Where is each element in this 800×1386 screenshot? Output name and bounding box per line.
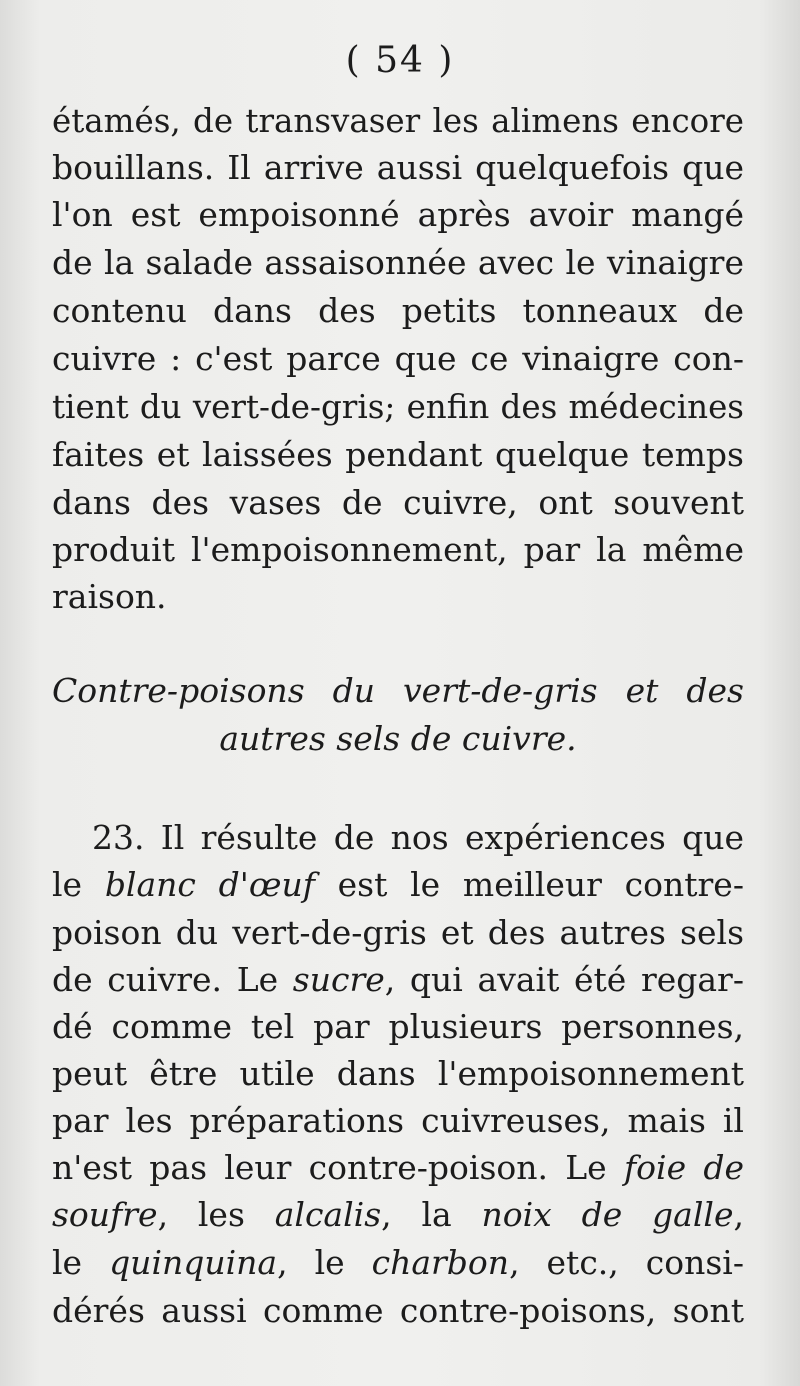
text-line xyxy=(52,1145,744,1191)
text-run: le xyxy=(52,865,105,904)
text-line: raison. xyxy=(52,577,167,616)
text-line: faites et laissées pendant quelque temps xyxy=(52,435,744,474)
text-run: peut être utile dans l'empoisonnement xyxy=(52,1054,744,1093)
heading-line: Contre-poisons du vert-de-gris et des xyxy=(52,671,744,710)
text-line: produit l'empoisonnement, par la même xyxy=(52,530,744,569)
text-line: dans des vases de cuivre, ont souvent xyxy=(52,483,744,522)
italic-term: charbon xyxy=(371,1243,510,1282)
text-line: étamés, de transvaser les alimens encore xyxy=(52,102,744,140)
text-run: de cuivre. Le xyxy=(52,960,293,999)
text-run: , les xyxy=(157,1195,275,1234)
text-run: poison du vert-de-gris et des autres sels xyxy=(52,913,744,952)
text-line: de la salade assaisonnée avec le vinaigre xyxy=(52,243,744,282)
text-line xyxy=(52,1098,744,1144)
italic-term: blanc d'œuf xyxy=(104,865,315,904)
text-line xyxy=(52,1004,744,1050)
text-line: cuivre : c'est parce que ce vinaigre con- xyxy=(52,339,744,378)
text-run: , qui avait été regar- xyxy=(384,960,744,999)
text-run: dé comme tel par plusieurs personnes, xyxy=(52,1007,744,1046)
text-run: par les préparations cuivreuses, mais il xyxy=(52,1101,744,1140)
text-line: contenu dans des petits tonneaux de xyxy=(52,291,744,330)
text-line xyxy=(52,1192,744,1238)
italic-term: alcalis xyxy=(274,1195,382,1234)
italic-term: foie de xyxy=(623,1148,744,1187)
text-line: bouillans. Il arrive aussi quelquefois que xyxy=(52,148,744,187)
text-run: n'est pas leur contre-poison. Le xyxy=(52,1148,624,1187)
text-run: , etc., consi- xyxy=(509,1243,744,1282)
text-line xyxy=(52,1240,744,1286)
italic-term: soufre xyxy=(52,1195,158,1234)
text-run: est le meilleur contre- xyxy=(314,865,744,904)
text-line: l'on est empoisonné après avoir mangé xyxy=(52,195,744,234)
page-number: ( 54 ) xyxy=(345,40,455,81)
text-line xyxy=(52,815,744,861)
text-line xyxy=(52,910,744,956)
text-run: dérés aussi comme contre-poisons, sont xyxy=(52,1291,744,1330)
text-run: le xyxy=(52,1243,110,1282)
text-line xyxy=(52,862,744,908)
text-line xyxy=(52,957,744,1003)
heading-line: autres sels de cuivre. xyxy=(219,719,577,758)
text-run: , xyxy=(733,1195,744,1234)
text-run: , la xyxy=(381,1195,482,1234)
italic-term: sucre xyxy=(292,960,385,999)
italic-term: noix de galle xyxy=(481,1195,734,1234)
text-line xyxy=(52,1288,744,1334)
text-line: tient du vert-de-gris; enfin des médecines xyxy=(52,388,744,426)
text-line xyxy=(52,1051,744,1097)
text-run: 23. Il résulte de nos expériences que xyxy=(92,818,744,857)
text-run: , le xyxy=(277,1243,372,1282)
italic-term: quinquina xyxy=(109,1243,278,1282)
